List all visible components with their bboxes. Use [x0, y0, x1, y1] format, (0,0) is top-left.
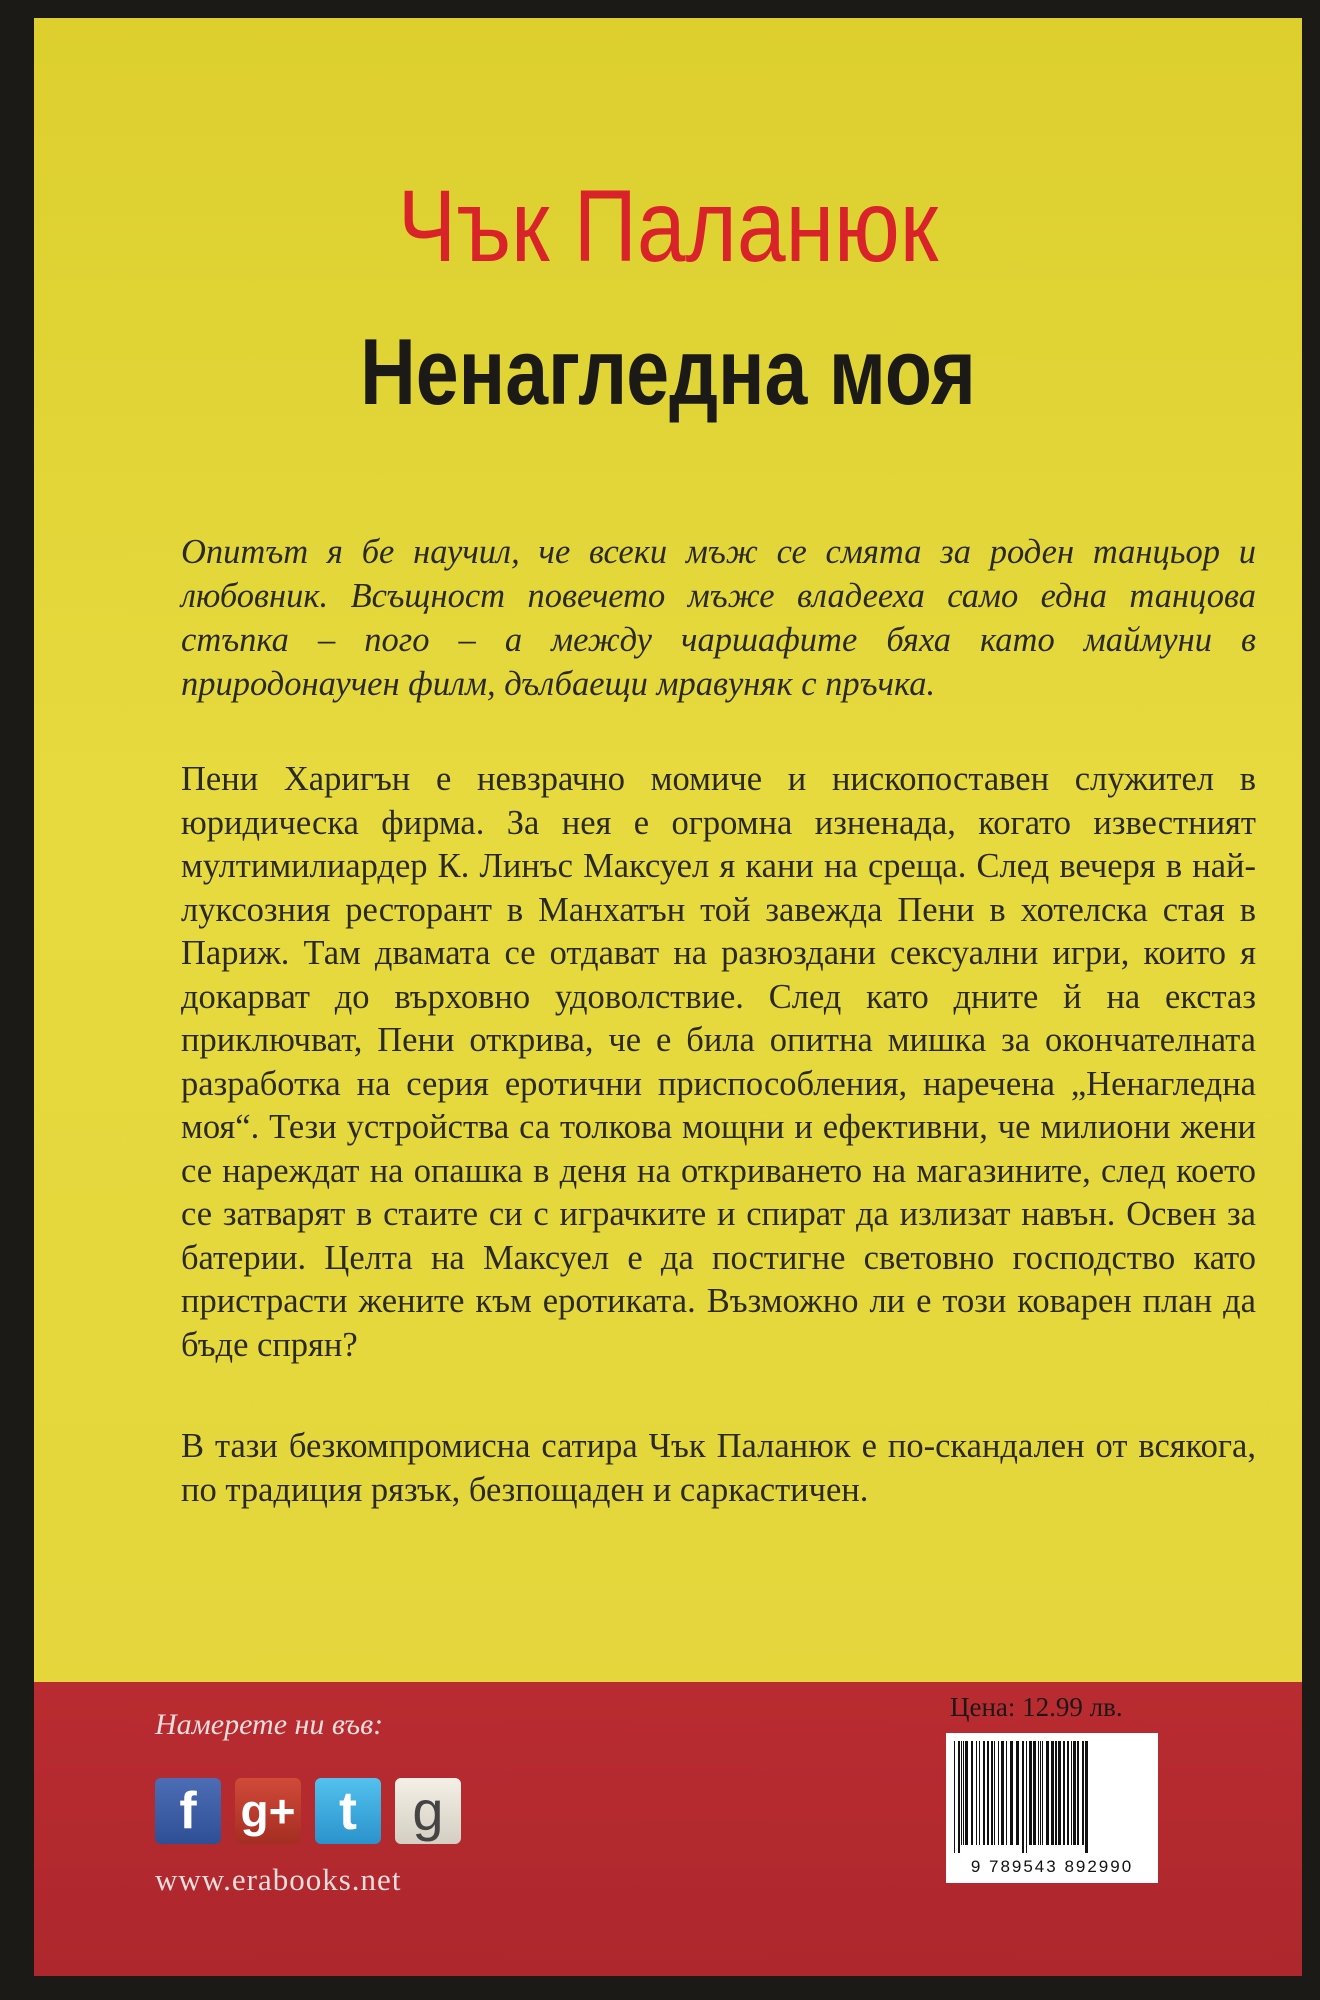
- barcode-bar: [1042, 1741, 1043, 1845]
- barcode-bar: [1058, 1741, 1061, 1845]
- barcode-bar: [963, 1741, 964, 1845]
- synopsis-text: Пени Харигън е невзрачно момиче и нископоставен служител в юридическа фирма. За нея е огромна изненада, когато известният мултимилиардер К. Линъс Максуел я кани на среща. След вечеря в най-луксозния ресторант в Манхатън той завежда Пени в хотелска стая в Париж. Там двамата се отдават на разюздани сексуални игри, които я докарват до върховно удоволствие. След като дните й на екстаз приключват, Пени открива, че е била опитна мишка за окончателната разработка на серия еротични приспособления, наречена „Ненагледна моя“. Тези устройства са толкова мощни и ефективни, че милиони жени се нареждат на опашка в деня на откриването на магазините, след което се затварят в стаите си с играчките и спират да излизат навън. Освен за батерии. Целта на Максуел е да постигне световно господство като пристрасти жените към еротиката. Възможно ли е този коварен план да бъде спрян?: [181, 760, 1256, 1364]
- barcode-bar: [1016, 1741, 1019, 1845]
- author-name: Чък Паланюк: [397, 169, 939, 283]
- barcode-bar: [1067, 1741, 1069, 1845]
- price-label: Цена: 12.99 лв.: [950, 1692, 1123, 1722]
- barcode: [946, 1733, 1158, 1883]
- closing-text: В тази безкомпромисна сатира Чък Паланюк е по-скандален от всякога, по традиция рязък, безпощаден и саркастичен.: [181, 1427, 1256, 1509]
- barcode-bars: [952, 1741, 1152, 1853]
- social-icons: [155, 1778, 461, 1844]
- goodreads-icon[interactable]: [395, 1778, 461, 1844]
- barcode-bar: [965, 1741, 968, 1845]
- barcode-bar: [1033, 1741, 1036, 1845]
- barcode-bar: [983, 1741, 985, 1845]
- goodreads-glyph: g: [412, 1779, 444, 1842]
- barcode-bar: [1063, 1741, 1065, 1845]
- barcode-bar: [979, 1741, 980, 1845]
- barcode-bar: [1055, 1741, 1057, 1845]
- barcode-bar: [1040, 1741, 1041, 1845]
- barcode-bar: [1022, 1741, 1024, 1853]
- barcode-bar: [976, 1741, 977, 1845]
- barcode-bar: [1010, 1741, 1013, 1845]
- barcode-bar: [991, 1741, 993, 1845]
- barcode-bar: [987, 1741, 989, 1845]
- barcode-bar: [958, 1741, 960, 1853]
- barcode-bar: [1038, 1741, 1039, 1845]
- barcode-bar: [1051, 1741, 1054, 1845]
- facebook-icon[interactable]: [155, 1778, 221, 1844]
- barcode-bar: [961, 1741, 962, 1845]
- google-plus-glyph: g+: [240, 1785, 296, 1837]
- find-us-label: Намерете ни във:: [155, 1708, 384, 1741]
- barcode-bar: [994, 1741, 995, 1845]
- barcode-bar: [954, 1741, 955, 1853]
- barcode-bar: [1001, 1741, 1004, 1845]
- barcode-bar: [971, 1741, 973, 1845]
- barcode-bar: [1046, 1741, 1049, 1845]
- barcode-bar: [1006, 1741, 1007, 1845]
- google-plus-icon[interactable]: [235, 1778, 301, 1844]
- barcode-bar: [998, 1741, 999, 1845]
- barcode-bar: [1026, 1741, 1027, 1853]
- barcode-bar: [1071, 1741, 1072, 1845]
- facebook-glyph: f: [179, 1782, 197, 1840]
- book-title: Ненагледна моя: [360, 319, 976, 424]
- website-link[interactable]: www.erabooks.net: [155, 1862, 402, 1897]
- twitter-glyph: t: [339, 1781, 357, 1841]
- barcode-bar: [1082, 1741, 1084, 1845]
- isbn-number: 9 789543 892990: [970, 1857, 1134, 1876]
- barcode-bar: [1085, 1741, 1088, 1853]
- epigraph-quote: Опитът я бе научил, че всеки мъж се смята за роден танцьор и любовник. Всъщност повечето мъже владееха само една танцова стъпка – пого – а между чаршафите бяха като маймуни в природонаучен филм, дълбаещи мравуняк с пръчка.: [181, 533, 1256, 703]
- barcode-bar: [1029, 1741, 1032, 1845]
- back-cover: [34, 18, 1302, 1976]
- twitter-icon[interactable]: [315, 1778, 381, 1844]
- barcode-bar: [1073, 1741, 1076, 1845]
- barcode-bar: [1077, 1741, 1079, 1845]
